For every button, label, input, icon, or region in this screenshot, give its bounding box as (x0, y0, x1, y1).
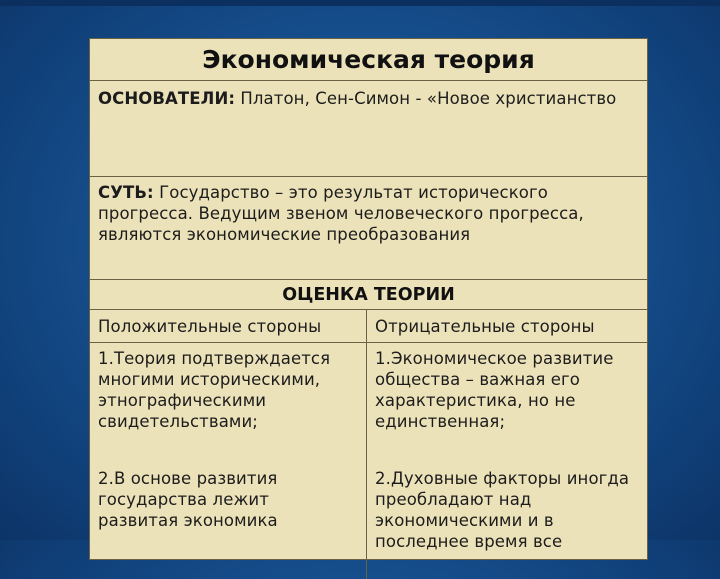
essence-row (90, 176, 647, 279)
essence-text (90, 182, 633, 245)
essence-value: Государство – это результат исторического прогресса. Ведущим звеном человеческого прогресса, являются экономические преобразования (98, 183, 584, 244)
top-stripe (0, 0, 720, 6)
founders-value: Платон, Сен-Симон - «Новое христианство (235, 89, 617, 108)
columns-body-row (90, 342, 647, 579)
column-divider (366, 309, 367, 579)
positive-header: Положительные стороны (98, 317, 322, 336)
founders-label: ОСНОВАТЕЛИ: (98, 89, 236, 108)
founders-text (90, 88, 618, 109)
founders-row (90, 80, 647, 176)
positive-column (90, 343, 366, 531)
positive-item-1: 1.Теория подтверждается многими историческими, этнографическими свидетельствами; (98, 349, 331, 431)
evaluation-heading: ОЦЕНКА ТЕОРИИ (90, 279, 647, 309)
negative-column (367, 343, 647, 552)
table-title: Экономическая теория (202, 45, 535, 74)
negative-header: Отрицательные стороны (375, 317, 595, 336)
essence-label: СУТЬ: (98, 183, 154, 202)
theory-table (90, 39, 647, 559)
negative-item-2: 2.Духовные факторы иногда преобладают над экономическими и в последнее время все (375, 469, 630, 551)
negative-item-1: 1.Экономическое развитие общества – важная его характеристика, но не единственная; (375, 349, 614, 431)
columns-header-row (90, 309, 647, 342)
positive-item-2: 2.В основе развития государства лежит развитая экономика (98, 469, 278, 530)
